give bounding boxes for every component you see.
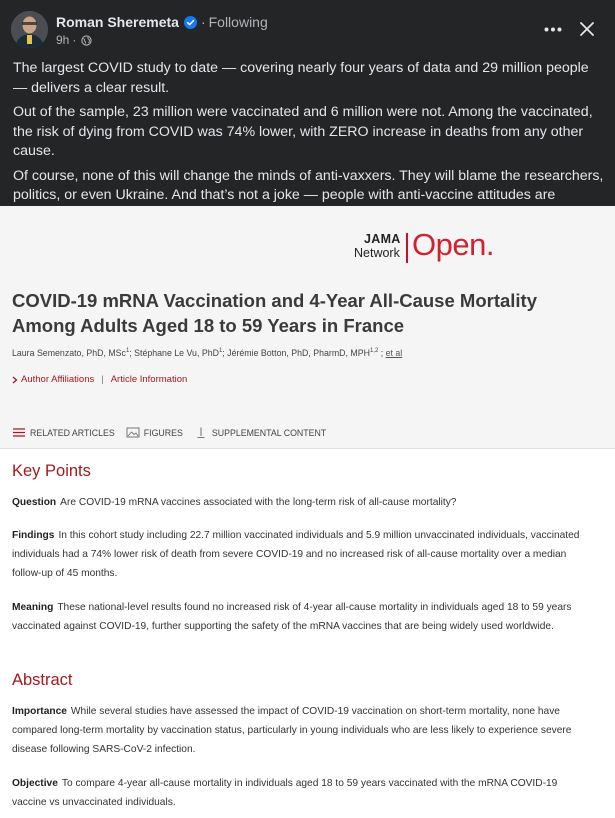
related-articles-label: RELATED ARTICLES (30, 427, 115, 438)
chevron-right-icon (12, 376, 18, 384)
post-paragraph: Out of the sample, 23 million were vaccinated and 6 million were not. Among the vaccinated, the risk of dying from COVID was 74% lower, with ZERO increase in deaths from any other cause. (13, 104, 593, 159)
post-header (0, 0, 615, 56)
article-screenshot-image[interactable] (0, 206, 615, 818)
et-al-link: et al (385, 348, 403, 358)
question-text: Are COVID-19 mRNA vaccines associated with the long-term risk of all-cause mortality? (60, 497, 457, 508)
author-affiliation-number: 1,2 (369, 348, 379, 355)
author-name[interactable]: Roman Sheremeta (56, 14, 179, 30)
avatar[interactable] (11, 11, 48, 48)
following-button[interactable]: Following (208, 14, 268, 30)
importance-text: While several studies have assessed the impact of COVID-19 vaccination on short-term mortality, none have compared long-term mortality by vaccination status, particularly in young individuals who are less likely to experience severe disease following SARS-CoV-2 infection. (12, 706, 572, 755)
author: ; Stéphane Le Vu, PhD (129, 348, 219, 358)
meaning-text: These national-level results found no increased risk of 4-year all-cause mortality in individuals aged 18 to 59 years vaccinated against COVID-19, further supporting the safety of the mRNA vaccines that are being widely used worldwide. (12, 602, 572, 632)
logo-network-text: Network (354, 246, 400, 260)
jama-network-open-logo (352, 227, 500, 274)
time-separator: · (72, 33, 77, 47)
objective-text: To compare 4-year all-cause mortality in individuals aged 18 to 59 years vaccinated with the mRNA COVID-19 vaccine vs unvaccinated individuals. (12, 778, 558, 808)
post-paragraph: The largest COVID study to date — covering nearly four years of data and 29 million people — delivers a clear result. (13, 60, 589, 96)
logo-jama-text: JAMA (364, 232, 401, 246)
author-affiliation-number: 1 (125, 348, 130, 355)
article-title: COVID-19 mRNA Vaccination and 4-Year All-Cause Mortality Among Adults Aged 18 to 59 Years in France (12, 290, 537, 336)
author-affiliation-number: 1 (218, 348, 223, 355)
abstract-heading: Abstract (12, 671, 73, 689)
image-icon (126, 427, 140, 438)
figures-tab (126, 427, 183, 438)
verified-badge-icon (184, 16, 197, 29)
close-icon (580, 22, 594, 36)
affiliations-row (12, 374, 187, 385)
post-text (13, 59, 605, 230)
findings-text: In this cohort study including 22.7 million vaccinated individuals and 5.9 million unvaccinated individuals, vaccinated individuals had a 74% lower risk of death from severe COVID-19 and no increased risk of all-cause mortality over a median follow-up of 45 months. (12, 530, 580, 579)
list-icon (12, 427, 26, 438)
key-point-meaning (12, 598, 587, 636)
author: ; Jérémie Botton, PhD, PharmD, MPH (222, 348, 370, 358)
article-information-link: Article Information (110, 374, 188, 385)
author-line (56, 14, 268, 30)
download-icon (194, 427, 208, 438)
article-toolbar (12, 427, 337, 438)
divider (0, 448, 615, 449)
abstract-importance (12, 702, 587, 759)
author-affiliations-link: Author Affiliations (21, 374, 95, 385)
meaning-label: Meaning (12, 602, 54, 613)
more-options-button[interactable] (540, 18, 566, 40)
objective-label: Objective (12, 778, 58, 789)
more-options-icon (544, 27, 562, 32)
figures-label: FIGURES (143, 427, 183, 438)
close-button[interactable] (574, 16, 600, 42)
post-paragraph: Of course, none of this will change the minds of anti-vaxxers. They will blame the researchers, politics, or even Ukraine. And that’s not a joke — people with anti-vaccine attitudes are (13, 167, 604, 203)
post-time[interactable]: 9h (56, 33, 70, 47)
importance-label: Importance (12, 706, 67, 717)
question-label: Question (12, 497, 57, 508)
findings-label: Findings (12, 530, 55, 541)
logo-open-text: Open. (412, 227, 494, 262)
follow-separator: · (200, 14, 206, 30)
author: Laura Semenzato, PhD, MSc (12, 348, 126, 358)
key-points-heading: Key Points (12, 462, 91, 480)
logo-bar (406, 233, 408, 263)
key-point-question (12, 493, 587, 512)
supplemental-content-tab (194, 427, 326, 438)
supplemental-content-label: SUPPLEMENTAL CONTENT (211, 427, 327, 438)
article-authors (12, 348, 572, 358)
key-point-findings (12, 526, 587, 583)
globe-icon (81, 35, 92, 46)
affiliations-separator: | (101, 374, 104, 385)
post-meta (56, 33, 92, 47)
authors-separator: ; (378, 348, 386, 358)
related-articles-tab (12, 427, 115, 438)
abstract-objective (12, 774, 587, 812)
